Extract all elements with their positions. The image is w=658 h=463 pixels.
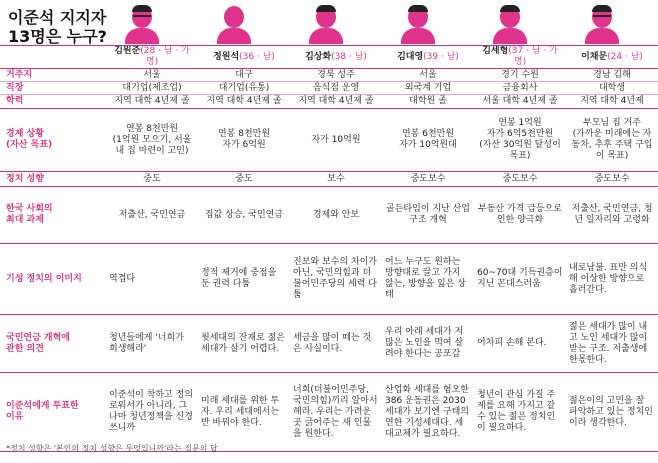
person-meta: (28 · 남 · 가명) bbox=[140, 46, 190, 67]
header-row bbox=[0, 46, 658, 69]
cell-politics: 중도 bbox=[106, 172, 198, 187]
cell-image: 역겹다 bbox=[106, 244, 198, 315]
cell-task: 골든타임이 지난 산업 구조 개혁 bbox=[382, 187, 474, 244]
avatar-icon bbox=[215, 4, 253, 44]
person-name: 김대영 bbox=[397, 51, 424, 62]
cell-image: 내로남불. 표만 의식해 이상한 방향으로 흘러간다. bbox=[566, 244, 658, 315]
row-label: 이준석에게 투표한 이유 bbox=[0, 373, 106, 452]
cell-task: 경제와 안보 bbox=[290, 187, 382, 244]
cell-vote: 너희(더불어민주당, 국민의힘)끼리 알아서 해라. 우리는 가려운 곳 긁어주는 새 인물을 원한다. bbox=[290, 373, 382, 452]
row-job bbox=[0, 82, 658, 95]
cell-edu: 지역 대학 4년제 졸 bbox=[106, 95, 198, 109]
cell-pension: 세금을 많이 떼는 것은 사실이다. bbox=[290, 315, 382, 373]
cell-econ: 연봉 8천만원 자가 6억원 bbox=[198, 109, 290, 172]
cell-image: 진보와 보수의 차이가 아닌, 국민의힘과 더불어민주당의 세력 다툼 bbox=[290, 244, 382, 315]
row-label: 기성 정치의 이미지 bbox=[0, 244, 106, 315]
avatar-strip bbox=[0, 0, 658, 46]
row-econ bbox=[0, 109, 658, 172]
cell-job: 외국계 기업 bbox=[382, 82, 474, 95]
row-label: 직장 bbox=[0, 82, 106, 95]
cell-edu: 지역 대학 4년제 졸 bbox=[198, 95, 290, 109]
avatar-icon bbox=[123, 4, 161, 44]
cell-home: 대구 bbox=[198, 69, 290, 82]
avatar-icon bbox=[307, 4, 345, 44]
cell-job: 대기업(제조업) bbox=[106, 82, 198, 95]
row-label: 경제 상황 (자산 목표) bbox=[0, 109, 106, 172]
person-header bbox=[198, 46, 290, 69]
title-line-1: 이준석 지지자 bbox=[8, 8, 107, 27]
cell-task: 집값 상승, 국민연금 bbox=[198, 187, 290, 244]
person-header bbox=[290, 46, 382, 69]
cell-politics: 보수 bbox=[290, 172, 382, 187]
cell-edu: 서울 대학 4년제 졸 bbox=[474, 95, 566, 109]
cell-task: 저출산, 국민연금 bbox=[106, 187, 198, 244]
cell-econ: 연봉 8천만원 (1억원 모으기, 서울 내 집 마련이 고민) bbox=[106, 109, 198, 172]
person-header bbox=[106, 46, 198, 69]
row-label: 정치 성향 bbox=[0, 172, 106, 187]
row-vote bbox=[0, 373, 658, 452]
avatar-icon bbox=[491, 4, 529, 44]
row-pension bbox=[0, 315, 658, 373]
cell-politics: 중도보수 bbox=[382, 172, 474, 187]
cell-job: 대기업(유통) bbox=[198, 82, 290, 95]
row-home bbox=[0, 69, 658, 82]
cell-pension: 젊은 세대가 많이 내고 노인 세대가 많이 받는 구조. 저출생에 한몫한다. bbox=[566, 315, 658, 373]
cell-task: 저출산, 국민연금, 청년 일자리와 고령화 bbox=[566, 187, 658, 244]
avatar-icon bbox=[583, 4, 621, 44]
person-meta: (38 · 남) bbox=[331, 51, 367, 62]
footnote: *정치 성향은 '본인의 정치 성향은 무엇입니까'라는 질문의 답 bbox=[6, 444, 218, 453]
row-edu bbox=[0, 95, 658, 109]
person-name: 이채문 bbox=[581, 51, 608, 62]
cell-image: 어느 누구도 원하는 방향대로 끌고 가지 않는, 방향을 잃은 상태 bbox=[382, 244, 474, 315]
header-corner bbox=[0, 46, 106, 69]
cell-pension: 우리 아래 세대가 저 많은 노인을 먹여 살려야 한다는 공포감 bbox=[382, 315, 474, 373]
cell-task: 부동산 가격 급등으로 인한 양극화 bbox=[474, 187, 566, 244]
cell-vote: 젊은이의 고민을 잘 파악하고 있는 정치인이라 생각한다. bbox=[566, 373, 658, 452]
cell-home: 경기 수원 bbox=[474, 69, 566, 82]
row-label: 거주지 bbox=[0, 69, 106, 82]
cell-home: 경북 성주 bbox=[290, 69, 382, 82]
cell-image: 정적 제거에 중점을 둔 권력 다툼 bbox=[198, 244, 290, 315]
cell-job: 음식점 운영 bbox=[290, 82, 382, 95]
title-line-2: 13명은 누구? bbox=[8, 27, 107, 46]
person-meta: (36 · 남) bbox=[239, 51, 275, 62]
cell-edu: 지역 대학 4년제 bbox=[566, 95, 658, 109]
person-meta: (37 · 남 · 가명) bbox=[508, 46, 558, 67]
cell-edu: 지역 대학 4년제 졸 bbox=[290, 95, 382, 109]
person-header bbox=[566, 46, 658, 69]
supporter-table bbox=[0, 45, 658, 452]
cell-edu: 대학원 졸 bbox=[382, 95, 474, 109]
cell-politics: 중도 bbox=[198, 172, 290, 187]
row-task bbox=[0, 187, 658, 244]
cell-vote: 이준석이 착하고 정의로워서가 아니라, 그나마 청년정책을 신경 쓰니까 bbox=[106, 373, 198, 452]
person-header bbox=[382, 46, 474, 69]
cell-econ: 연봉 6천만원 자가 10억원대 bbox=[382, 109, 474, 172]
person-meta: (39 · 남) bbox=[423, 51, 459, 62]
cell-vote: 미래 세대를 위한 투자. 우리 세대에서는 반 바꿔야 한다. bbox=[198, 373, 290, 452]
person-name: 김원준 bbox=[114, 46, 141, 56]
cell-politics: 중도보수 bbox=[474, 172, 566, 187]
cell-pension: 어차피 손해 본다. bbox=[474, 315, 566, 373]
cell-pension: 윗세대의 잔재로 젊은 세대가 살기 어렵다. bbox=[198, 315, 290, 373]
cell-vote: 청년이 관심 가질 주제를 요해 가지고 갈 수 있는 젊은 정치인이 필요하다. bbox=[474, 373, 566, 452]
cell-home: 경남 김해 bbox=[566, 69, 658, 82]
cell-politics: 중도보수 bbox=[566, 172, 658, 187]
row-label: 학력 bbox=[0, 95, 106, 109]
person-name: 정원석 bbox=[213, 51, 240, 62]
cell-home: 서울 bbox=[106, 69, 198, 82]
cell-vote: 산업화 세대를 혐오한 386 운동권은 2030 세대가 보기엔 구태의 연한 기성세대다. 세대교체가 필요하다. bbox=[382, 373, 474, 452]
person-header bbox=[474, 46, 566, 69]
person-name: 김세형 bbox=[482, 46, 509, 56]
row-label: 국민연금 개혁에 관한 의견 bbox=[0, 315, 106, 373]
cell-image: 60~70대 기득권층이 지닌 꼰대스러움 bbox=[474, 244, 566, 315]
cell-econ: 부모님 집 거주 (가까운 미래에는 자동차, 추후 주택 구입이 목표) bbox=[566, 109, 658, 172]
row-politics bbox=[0, 172, 658, 187]
person-name: 김상화 bbox=[305, 51, 332, 62]
row-label: 한국 사회의 최대 과제 bbox=[0, 187, 106, 244]
person-meta: (24 · 남) bbox=[607, 51, 643, 62]
cell-home: 서울 bbox=[382, 69, 474, 82]
cell-job: 대학생 bbox=[566, 82, 658, 95]
cell-econ: 자가 10억원 bbox=[290, 109, 382, 172]
row-image bbox=[0, 244, 658, 315]
avatar-icon bbox=[399, 4, 437, 44]
cell-job: 금융회사 bbox=[474, 82, 566, 95]
cell-econ: 연봉 1억원 자가 6억5천만원 (자산 30억원 달성이 목표) bbox=[474, 109, 566, 172]
cell-pension: 청년들에게 '너희가 희생해라' bbox=[106, 315, 198, 373]
